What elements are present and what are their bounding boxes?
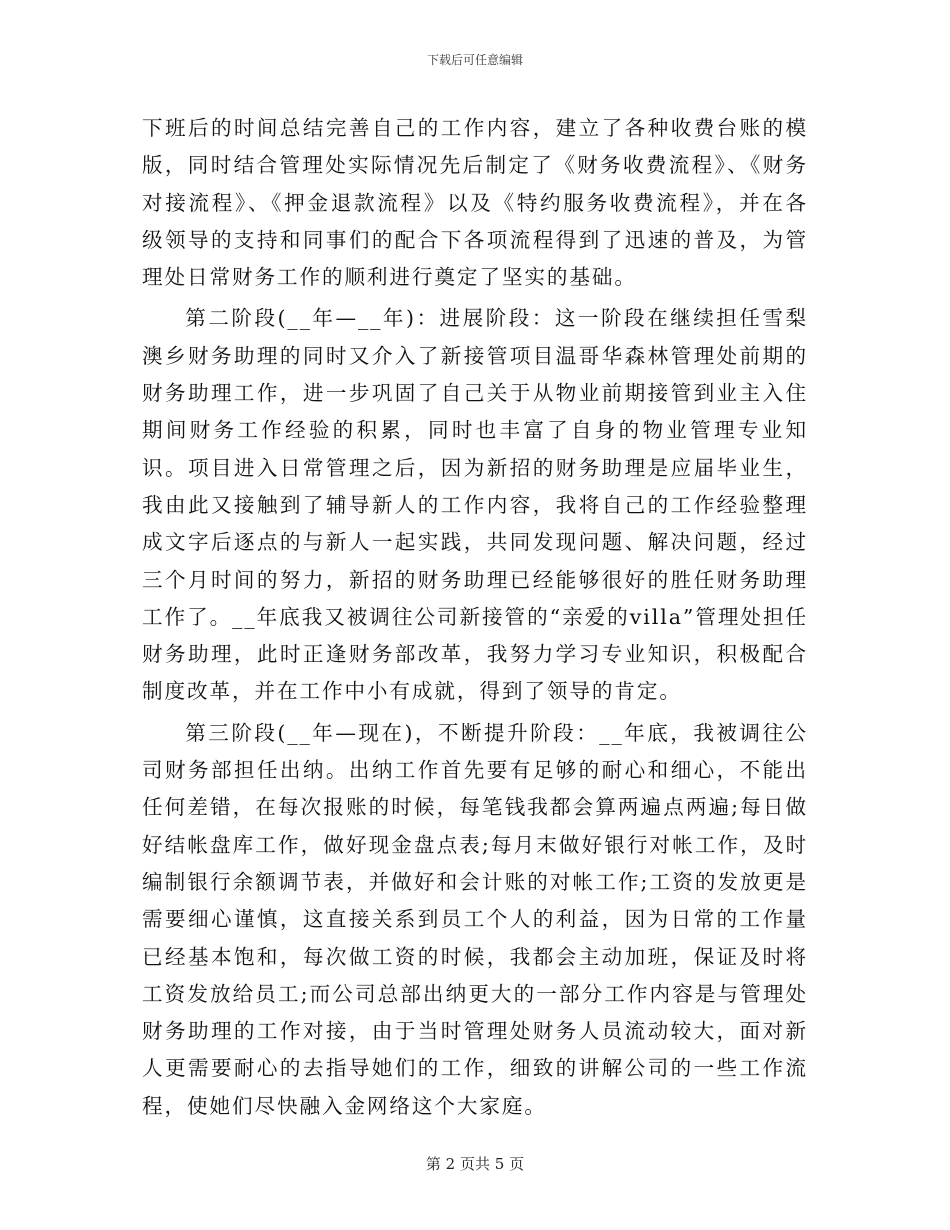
paragraph-stage-three: 第三阶段(__年—现在)，不断提升阶段：__年底，我被调往公司财务部担任出纳。出纳工作首先要有足够的耐心和细心，不能出任何差错，在每次报账的时候，每笔钱我都会算两遍点两遍;每日做好结帐盘库工作，做好现金盘点表;每月末做好银行对帐工作，及时编制银行余额调节表，并做好和会计账的对帐工作;工资的发放更是需要细心谨慎，这直接关系到员工个人的利益，因为日常的工作量已经基本饱和，每次做工资的时候，我都会主动加班，保证及时将工资发放给员工;而公司总部出纳更大的一部分工作内容是与管理处财务助理的工作对接，由于当时管理处财务人员流动较大，面对新人更需要耐心的去指导她们的工作，细致的讲解公司的一些工作流程，使她们尽快融入金网络这个大家庭。 xyxy=(142,720,808,1118)
page-number-footer: 第 2 页共 5 页 xyxy=(425,1155,525,1173)
page-header: 下载后可任意编辑 xyxy=(426,53,523,67)
paragraph-continuation: 下班后的时间总结完善自己的工作内容，建立了各种收费台账的模版，同时结合管理处实际情况先后制定了《财务收费流程》、《财务对接流程》、《押金退款流程》以及《特约服务收费流程》，并在各级领导的支持和同事们的配合下各项流程得到了迅速的普及，为管理处日常财务工作的顺利进行奠定了坚实的基础。 xyxy=(142,116,808,290)
paragraph-stage-two: 第二阶段(__年—__年)：进展阶段：这一阶段在继续担任雪梨澳乡财务助理的同时又介入了新接管项目温哥华森林管理处前期的财务助理工作，进一步巩固了自己关于从物业前期接管到业主入住期间财务工作经验的积累，同时也丰富了自身的物业管理专业知识。项目进入日常管理之后，因为新招的财务助理是应届毕业生，我由此又接触到了辅导新人的工作内容，我将自己的工作经验整理成文字后逐点的与新人一起实践，共同发现问题、解决问题，经过三个月时间的努力，新招的财务助理已经能够很好的胜任财务助理工作了。__年底我又被调往公司新接管的“亲爱的villa”管理处担任财务助理，此时正逢财务部改革，我努力学习专业知识，积极配合制度改革，并在工作中小有成就，得到了领导的肯定。 xyxy=(142,306,808,704)
document-body xyxy=(142,110,808,1125)
